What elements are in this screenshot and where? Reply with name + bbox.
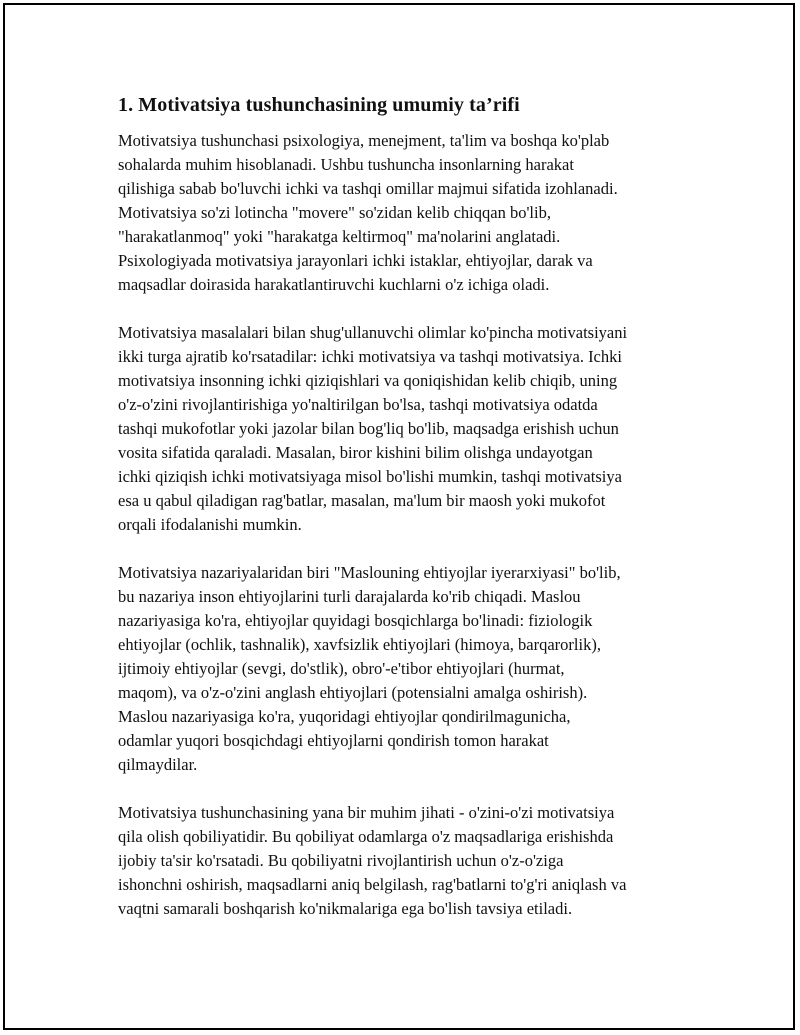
- paragraph-intrinsic-extrinsic: Motivatsiya masalalari bilan shug'ullanuvchi olimlar ko'pincha motivatsiyani ikki turga ajratib ko'rsatadilar: ichki motivatsiya va tashqi motivatsiya. Ichki motivatsiya insonning ichki qiziqishlari va qoniqishidan kelib chiqib, uning o'z-o'zini rivojlantirishiga yo'naltirilgan bo'lsa, tashqi motivatsiya odatda tashqi mukofotlar yoki jazolar bilan bog'liq bo'lib, maqsadga erishish uchun vosita sifatida qaraladi. Masalan, biror kishini bilim olishga undayotgan ichki qiziqish ichki motivatsiyaga misol bo'lishi mumkin, tashqi motivatsiya esa u qabul qiladigan rag'batlar, masalan, ma'lum bir maosh yoki mukofot orqali ifodalanishi mumkin.: [118, 323, 628, 534]
- paragraph-self-motivation: Motivatsiya tushunchasining yana bir muhim jihati - o'zini-o'zi motivatsiya qila olish qobiliyatidir. Bu qobiliyat odamlarga o'z maqsadlariga erishishda ijobiy ta'sir ko'rsatadi. Bu qobiliyatni rivojlantirish uchun o'z-o'ziga ishonchni oshirish, maqsadlarni aniq belgilash, rag'batlarni to'g'ri aniqlash va vaqtni samarali boshqarish ko'nikmalariga ega bo'lish tavsiya etiladi.: [118, 803, 627, 918]
- paragraph-maslow-hierarchy: Motivatsiya nazariyalaridan biri "Maslouning ehtiyojlar iyerarxiyasi" bo'lib, bu nazariya inson ehtiyojlarini turli darajalarda ko'rib chiqadi. Maslou nazariyasiga ko'ra, ehtiyojlar quyidagi bosqichlarga bo'linadi: fiziologik ehtiyojlar (ochlik, tashnalik), xavfsizlik ehtiyojlari (himoya, barqarorlik), ijtimoiy ehtiyojlar (sevgi, do'stlik), obro'-e'tibor ehtiyojlari (hurmat, maqom), va o'z-o'zini anglash ehtiyojlari (potensialni amalga oshirish). Maslou nazariyasiga ko'ra, yuqoridagi ehtiyojlar qondirilmagunicha, odamlar yuqori bosqichdagi ehtiyojlarni qondirish tomon harakat qilmaydilar.: [118, 563, 621, 774]
- paragraph-definition: Motivatsiya tushunchasi psixologiya, menejment, ta'lim va boshqa ko'plab sohalarda muhim hisoblanadi. Ushbu tushuncha insonlarning harakat qilishiga sabab bo'luvchi ichki va tashqi omillar majmui sifatida izohlanadi. Motivatsiya so'zi lotincha "movere" so'zidan kelib chiqqan bo'lib, "harakatlanmoq" yoki "harakatga keltirmoq" ma'nolarini anglatadi. Psixologiyada motivatsiya jarayonlari ichki istaklar, ehtiyojlar, darak va maqsadlar doirasida harakatlantiruvchi kuchlarni o'z ichiga oladi.: [118, 131, 618, 294]
- section-heading: 1. Motivatsiya tushunchasining umumiy ta’rifi: [118, 94, 520, 116]
- document-body: [118, 92, 718, 945]
